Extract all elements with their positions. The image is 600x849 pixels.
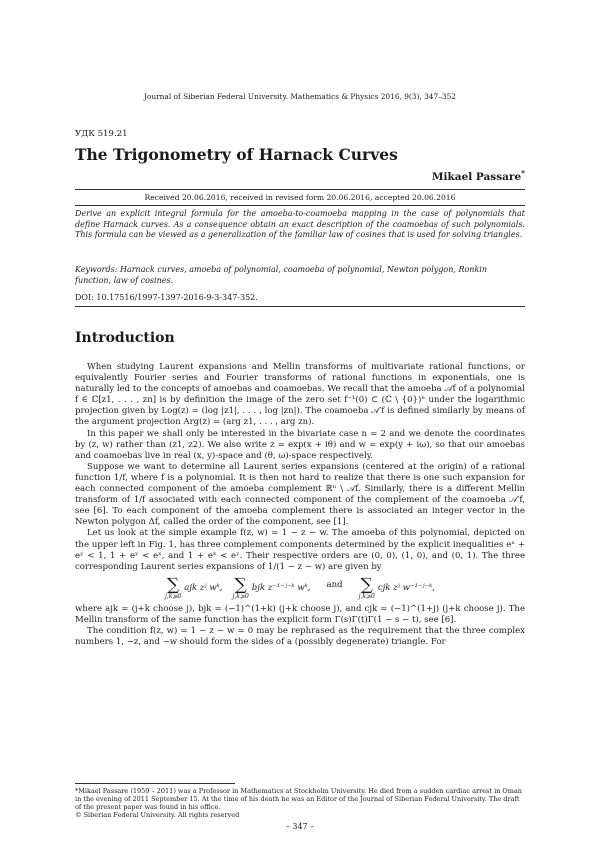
page-number: – 347 – (285, 822, 315, 831)
section-body (75, 362, 525, 648)
formula-connector: and (326, 579, 343, 590)
paragraph-4: Let us look at the simple example f(z, w) = 1 − z − w. The amoeba of this polynomial, depicted on the upper left in Fig. 1, has three complement components determined by the explicit inequalities eˣ + eʸ < 1, 1 + eʸ < eˣ, and 1 + eˣ < eʸ. Their respective orders are (0, 0), (1, 0), and (0, 1). The three corresponding Laurent series expansions of 1/(1 − z − w) are given by (75, 528, 525, 572)
paragraph-1: When studying Laurent expansions and Mellin transforms of multivariate rational functions, or equivalently Fourier series and Fourier transforms of rational functions in exponentials, one is naturally led to the concepts of amoebas and coamoebas. We recall that the amoeba 𝒜f of a polynomial f ∈ ℂ[z1, . . . , zn] is by definition the image of the zero set f⁻¹(0) ⊂ (ℂ \ {0})ⁿ under the logarithmic projection given by Log(z) = (log |z1|, . . . , log |zn|). The coamoeba 𝒜′f is defined similarly by means of the argument projection Arg(z) = (arg z1, . . . , arg zn). (75, 362, 525, 428)
sum-term-1-text: ajk zʲ wᵏ, (184, 582, 223, 593)
paper-title: The Trigonometry of Harnack Curves (75, 145, 398, 164)
paragraph-3: Suppose we want to determine all Laurent series expansions (centered at the origin) of a rational function 1/f, where f is a polynomial. It is then not hard to realize that there is one such expansion for each connected component of the amoeba complement ℝⁿ \ 𝒜f. Similarly, there is a different Mellin transform of 1/f associated with each connected component of the complement of the coamoeba 𝒜′f, see [6]. To each component of the amoeba complement there is associated an integer vector in the Newton polygon Δf, called the order of the component, see [1]. (75, 461, 525, 528)
journal-header: Journal of Siberian Federal University. Mathematics & Physics 2016, 9(3), 347–352 (143, 92, 457, 101)
sum-index: j,k⩾0 (232, 592, 249, 600)
keywords-text: Harnack curves, amoeba of polynomial, coamoeba of polynomial, Newton polygon, Ronkin function, law of cosines. (75, 265, 488, 285)
author-footnote-mark: * (521, 168, 525, 178)
received-dates: Received 20.06.2016, received in revised form 20.06.2016, accepted 20.06.2016 (144, 193, 456, 202)
rule-under-received (75, 205, 525, 206)
footnote-author: *Mikael Passare (1959 – 2011) was a Professor in Mathematics at Stockholm University. He died from a sudden cardiac arrest in Oman in the evening of 2011 September 15. At the time of his death he was an Editor of the Journal of Siberian Federal University. The draft of the present paper was found in his office. (75, 787, 522, 812)
keywords-label: Keywords: (75, 265, 118, 274)
sum-symbol: ∑ j,k⩾0 (164, 574, 182, 600)
rule-under-doi (75, 306, 525, 307)
rule-top (75, 189, 525, 190)
sum-term-1 (164, 574, 223, 600)
abstract: Derive an explicit integral formula for the amoeba-to-coamoeba mapping in the case of polynomials that define Harnack curves. As a consequence obtain an exact description of the coamoebas of such polynomials. This formula can be viewed as a generalization of the familiar law of cosines that is used for solving triangles. (75, 209, 525, 240)
author-name (431, 168, 525, 183)
footnote (75, 787, 525, 819)
author-name-text: Mikael Passare (431, 171, 522, 183)
sum-term-2-text: bjk z⁻¹⁻ʲ⁻ᵏ wᵏ, (251, 582, 311, 593)
sum-term-3 (358, 574, 436, 600)
keywords (75, 265, 525, 286)
paragraph-2: In this paper we shall only be interested in the bivariate case n = 2 and we denote the coordinates by (z, w) rather than (z1, z2). We also write z = exp(x + iθ) and w = exp(y + iω), so that our amoebas and coamoebas live in real (x, y)-space and (θ, ω)-space respectively. (75, 428, 525, 461)
footnote-copyright: © Siberian Federal University. All rights reserved (75, 811, 240, 820)
paragraph-6: The condition f(z, w) = 1 − z − w = 0 may be rephrased as the requirement that the three complex numbers 1, −z, and −w should form the sides of a (possibly degenerate) triangle. For (75, 625, 525, 648)
doi: DOI: 10.17516/1997-1397-2016-9-3-347-352. (75, 293, 258, 302)
section-heading: Introduction (75, 330, 175, 346)
sum-symbol: ∑ j,k⩾0 (232, 574, 249, 600)
display-formula (75, 574, 525, 600)
sum-term-3-text: cjk zʲ w⁻¹⁻ʲ⁻ᵏ, (377, 582, 436, 593)
sum-term-2 (232, 574, 311, 600)
sum-symbol: ∑ j,k⩾0 (358, 574, 375, 600)
footnote-rule (75, 783, 235, 784)
sum-index: j,k⩾0 (164, 592, 182, 600)
paragraph-5: where ajk = (j+k choose j), bjk = (−1)^(1+k) (j+k choose j), and cjk = (−1)^(1+j) (j+k choose j). The Mellin transform of the same function has the explicit form Γ(s)Γ(t)Γ(1 − s − t), see [6]. (75, 603, 525, 625)
sum-index: j,k⩾0 (358, 592, 375, 600)
udk-code: УДК 519.21 (75, 129, 128, 139)
